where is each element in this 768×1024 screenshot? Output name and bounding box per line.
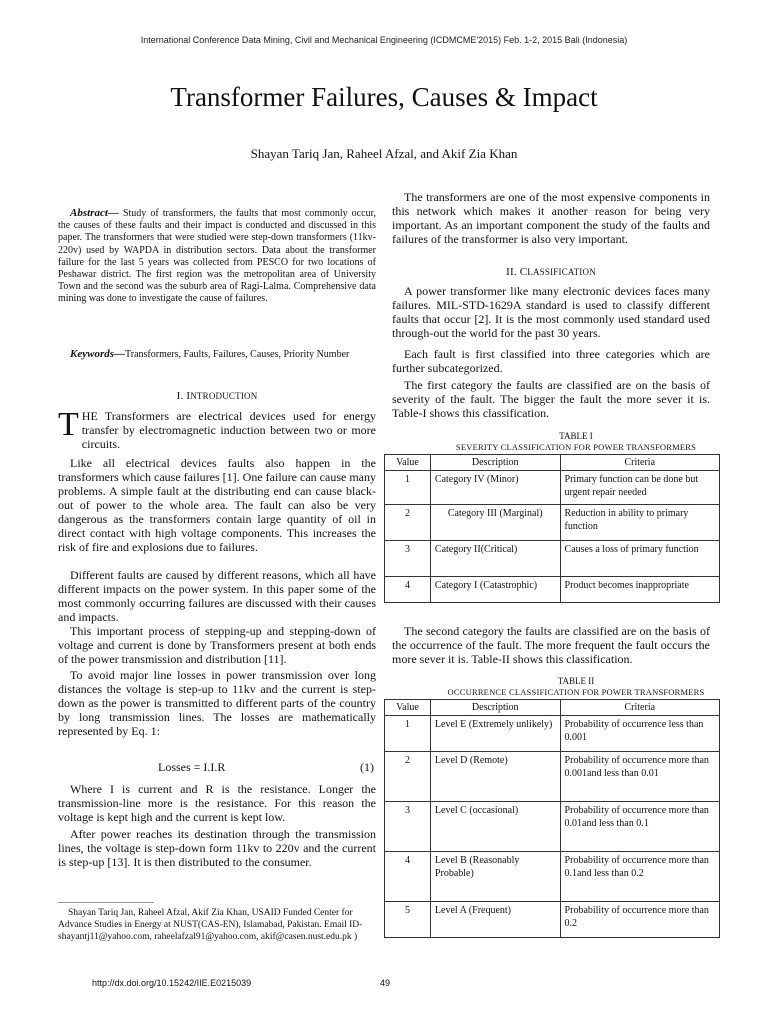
- table1-caption: [384, 431, 768, 453]
- table-cell: 3: [385, 541, 431, 577]
- severity-table: [384, 454, 720, 603]
- right-paragraph-4: The first category the faults are classified are on the basis of severity of the fault. The bigger the fault the more sever it is. Table-I shows this classification.: [392, 378, 710, 421]
- intro-paragraph-7: After power reaches its destination through the transmission lines, the voltage is step-down form 11kv to 220v and the current is step-up [13]. It is then distributed to the consumer.: [58, 827, 376, 870]
- table-row: [385, 505, 720, 541]
- table-cell: Probability of occurrence more than 0.001and less than 0.01: [560, 752, 719, 802]
- table-header-row: [385, 455, 720, 471]
- table-cell: Level B (Reasonably Probable): [430, 852, 560, 902]
- table-cell: Probability of occurrence more than 0.01and less than 0.1: [560, 802, 719, 852]
- table1-label: TABLE I: [559, 431, 593, 441]
- table-cell: Level D (Remote): [430, 752, 560, 802]
- table-cell: 4: [385, 577, 431, 603]
- section-heading-classification: II. CLASSIFICATION: [506, 266, 596, 278]
- intro-paragraph-1: [58, 406, 376, 452]
- table-header-cell: Value: [385, 700, 431, 716]
- author-footnote: Shayan Tariq Jan, Raheel Afzal, Akif Zia Khan, USAID Funded Center for Advance Studies in Energy at NUST(CAS-EN), Islamabad, Pakistan. Email ID- shayantj11@yahoo.com, raheelafzal91@yahoo.com, akif@casen.nust.edu.pk ): [58, 908, 363, 942]
- table-cell: Level A (Frequent): [430, 902, 560, 938]
- table2-caption: [384, 676, 768, 698]
- table-row: [385, 802, 720, 852]
- equation-number: (1): [360, 760, 374, 774]
- intro-paragraph-4: This important process of stepping-up and stepping-down of voltage and current is done by Transformers present at both ends of the power transmission and distribution [11].: [58, 624, 376, 667]
- table-cell: Causes a loss of primary function: [560, 541, 719, 577]
- footnote-rule: [58, 902, 154, 903]
- table-header-cell: Description: [430, 700, 560, 716]
- table-cell: Category I (Catastrophic): [430, 577, 560, 603]
- occurrence-table: [384, 699, 720, 938]
- author-list: Shayan Tariq Jan, Raheel Afzal, and Akif Zia Khan: [250, 146, 518, 161]
- table-row: [385, 577, 720, 603]
- table-cell: Probability of occurrence more than 0.1and less than 0.2: [560, 852, 719, 902]
- table-row: [385, 752, 720, 802]
- table-header-cell: Criteria: [560, 700, 719, 716]
- table-header-cell: Value: [385, 455, 431, 471]
- table-cell: Probability of occurrence less than 0.001: [560, 716, 719, 752]
- table-cell: Level C (occasional): [430, 802, 560, 852]
- keywords: [58, 347, 376, 362]
- keywords-label: Keywords—: [70, 348, 125, 360]
- table-row: [385, 471, 720, 505]
- table-cell: 2: [385, 505, 431, 541]
- table-cell: Primary function can be done but urgent repair needed: [560, 471, 719, 505]
- abstract-label: Abstract—: [70, 207, 119, 219]
- table-cell: 3: [385, 802, 431, 852]
- keywords-text: Transformers, Faults, Failures, Causes, Priority Number: [125, 349, 350, 360]
- abstract-text: Study of transformers, the faults that most commonly occur, the causes of these faults and their impact is conducted and discussed in this paper. The transformers that were studied were step-down transformers (11kv-220v) used by WAPDA in distribution sectors. Data about the transformer failure for the last 5 years was collected from PESCO for two locations of Peshawar district. The first region was the metropolitan area of University Town and the second was the suburb area of Ragi-Lalma. Comprehensive data mining was done to investigate the cause of failures.: [58, 208, 376, 305]
- table-row: [385, 852, 720, 902]
- table2-title: OCCURRENCE CLASSIFICATION FOR POWER TRANSFORMERS: [447, 687, 705, 697]
- table-row: [385, 541, 720, 577]
- abstract: [58, 207, 376, 306]
- right-paragraph-1: The transformers are one of the most expensive components in this network which makes it another reason for being very important. As an important component the study of the faults and failures of the transformer is also very important.: [392, 190, 710, 247]
- table-row: [385, 716, 720, 752]
- equation-expression: Losses = I.I.R: [158, 760, 226, 774]
- right-paragraph-2: A power transformer like many electronic devices faces many failures. MIL-STD-1629A standard is used to classify different faults that occur [2]. It is the most commonly used standard used through-out the world for the past 30 years.: [392, 284, 710, 341]
- table-cell: Category III (Marginal): [430, 505, 560, 541]
- intro-paragraph-6: Where I is current and R is the resistance. Longer the transmission-line more is the resistance. For this reason the voltage is kept high and the current is kept low.: [58, 782, 376, 825]
- table-cell: Level E (Extremely unlikely): [430, 716, 560, 752]
- intro-paragraph-3: Different faults are caused by different reasons, which all have different impacts on the power system. In this paper some of the most commonly occurring failures are discussed with their causes and impacts.: [58, 568, 376, 625]
- section-heading-introduction: I. INTRODUCTION: [176, 390, 258, 402]
- table-cell: Reduction in ability to primary function: [560, 505, 719, 541]
- table-cell: 1: [385, 716, 431, 752]
- table-cell: Category II(Critical): [430, 541, 560, 577]
- drop-cap: T: [58, 406, 79, 443]
- table1-title: SEVERITY CLASSIFICATION FOR POWER TRANSFORMERS: [455, 442, 697, 452]
- intro-paragraph-1-text: HE Transformers are electrical devices used for energy transfer by electromagnetic induction between two or more circuits.: [81, 409, 376, 452]
- table-cell: Category IV (Minor): [430, 471, 560, 505]
- table-header-row: [385, 700, 720, 716]
- table-cell: 1: [385, 471, 431, 505]
- table-row: [385, 902, 720, 938]
- table-header-cell: Criteria: [560, 455, 719, 471]
- right-paragraph-5: The second category the faults are classified are on the basis of the occurrence of the fault. The more frequent the fault occurs the more sever it is. Table-II shows this classification.: [392, 624, 710, 667]
- page-number: 49: [380, 978, 391, 988]
- intro-paragraph-2: Like all electrical devices faults also happen in the transformers which cause failures [1]. One failure can cause many problems. A simple fault at the distributing end can cause black-out of power to the whole area. The fault can also be very dangerous as the transformers contain large quantity of oil in direct contact with high voltage components. This increases the risk of fire and explosions due to failures.: [58, 456, 376, 555]
- paper-title: Transformer Failures, Causes & Impact: [170, 82, 598, 112]
- table-cell: Product becomes inappropriate: [560, 577, 719, 603]
- running-header: International Conference Data Mining, Civil and Mechanical Engineering (ICDMCME'2015) Feb. 1-2, 2015 Bali (Indonesia): [140, 35, 628, 45]
- table-cell: 5: [385, 902, 431, 938]
- intro-paragraph-5: To avoid major line losses in power transmission over long distances the voltage is step-up to 11kv and the current is step-down as the power is transmitted to different parts of the country by long transmission lines. The losses are mathematically represented by Eq. 1:: [58, 668, 376, 739]
- table-cell: 4: [385, 852, 431, 902]
- table-header-cell: Description: [430, 455, 560, 471]
- table2-label: TABLE II: [557, 676, 595, 686]
- doi-link[interactable]: http://dx.doi.org/10.15242/IIE.E0215039: [92, 978, 252, 988]
- table-cell: 2: [385, 752, 431, 802]
- right-paragraph-3: Each fault is first classified into three categories which are further subcategorized.: [392, 347, 710, 376]
- table-cell: Probability of occurrence more than 0.2: [560, 902, 719, 938]
